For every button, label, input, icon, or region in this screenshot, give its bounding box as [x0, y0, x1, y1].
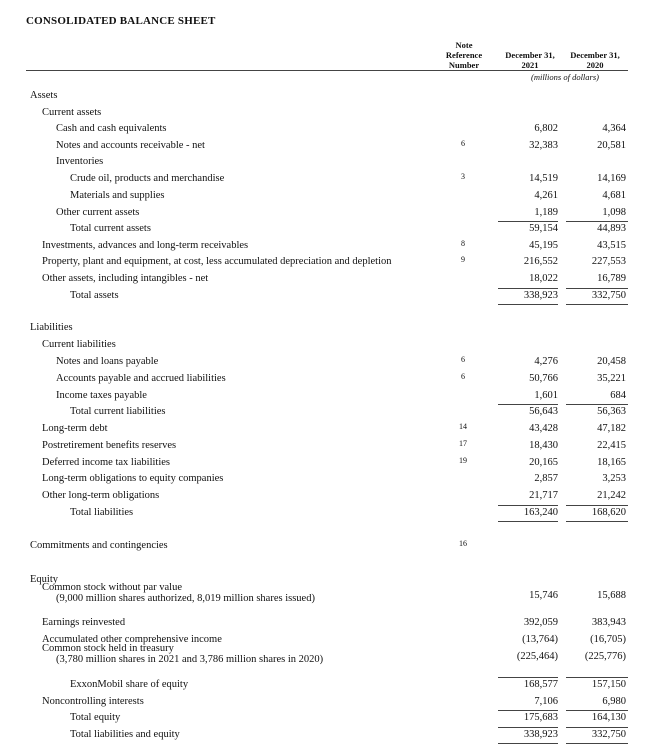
value-2021: 1,601 [534, 390, 558, 401]
value-2020: 4,681 [602, 190, 626, 201]
row-sublabel: (3,780 million shares in 2021 and 3,786 million shares in 2020) [56, 654, 324, 665]
table-row [0, 538, 660, 554]
total-underline [498, 304, 558, 305]
value-2021: (13,764) [522, 634, 558, 645]
table-row [0, 471, 660, 487]
total-underline [566, 743, 628, 744]
value-2021: 18,022 [529, 273, 558, 284]
table-row [0, 438, 660, 454]
note-header-line: Note [455, 40, 473, 50]
row-label: Income taxes payable [56, 390, 147, 401]
value-2021: 43,428 [529, 423, 558, 434]
value-2021: 4,276 [534, 356, 558, 367]
row-label: Investments, advances and long-term receivables [42, 240, 249, 251]
subtotal-rule [498, 288, 558, 289]
subtotal-rule [498, 505, 558, 506]
row-label: Property, plant and equipment, at cost, less accumulated depreciation and depletion [42, 256, 392, 267]
value-2020: 18,165 [597, 457, 626, 468]
table-row [0, 404, 660, 420]
units-label: (millions of dollars) [530, 72, 599, 82]
subtotal-rule [498, 677, 558, 678]
value-2020: 43,515 [597, 240, 626, 251]
value-2021: 15,746 [529, 590, 558, 601]
row-label: Long-term obligations to equity companies [42, 473, 224, 484]
year-header-year: 2021 [521, 60, 539, 70]
table-row [0, 320, 660, 336]
row-label: Common stock held in treasury [42, 643, 174, 654]
statement-title: CONSOLIDATED BALANCE SHEET [26, 15, 216, 27]
row-label: Earnings reinvested [42, 617, 126, 628]
table-row [0, 105, 660, 121]
value-2021: 216,552 [523, 256, 558, 267]
row-label: Total assets [70, 290, 119, 301]
row-label: Other current assets [56, 207, 140, 218]
table-row [0, 421, 660, 437]
year-header-date: December 31, [505, 50, 555, 60]
note-reference: 16 [459, 539, 467, 548]
table-row [0, 643, 660, 665]
table-row [0, 188, 660, 204]
value-2020: 44,893 [597, 223, 626, 234]
note-reference: 8 [461, 239, 465, 248]
table-row [0, 154, 660, 170]
value-2020: 3,253 [602, 473, 626, 484]
subtotal-rule [566, 505, 628, 506]
value-2020: 20,458 [597, 356, 626, 367]
table-row [0, 238, 660, 254]
value-2021: 392,059 [523, 617, 558, 628]
table-row [0, 271, 660, 287]
subtotal-rule [498, 710, 558, 711]
value-2020: (225,776) [584, 651, 626, 662]
value-2020: 227,553 [591, 256, 626, 267]
value-2020: 22,415 [597, 440, 626, 451]
subtotal-rule [566, 288, 628, 289]
subtotal-rule [498, 221, 558, 222]
note-reference: 6 [461, 372, 465, 381]
row-label: Current liabilities [42, 339, 116, 350]
row-label: Current assets [42, 107, 102, 118]
table-row [0, 710, 660, 726]
value-2021: 18,430 [529, 440, 558, 451]
subtotal-rule [498, 404, 558, 405]
value-2021: 1,189 [534, 207, 558, 218]
value-2021: 32,383 [529, 140, 558, 151]
row-label: Assets [30, 90, 58, 101]
subtotal-rule [498, 727, 558, 728]
subtotal-rule [566, 677, 628, 678]
value-2020: 168,620 [591, 507, 626, 518]
row-label: Noncontrolling interests [42, 696, 144, 707]
row-label: Materials and supplies [70, 190, 165, 201]
value-2021: 56,643 [529, 406, 558, 417]
row-label: Notes and loans payable [56, 356, 159, 367]
row-label: Postretirement benefits reserves [42, 440, 177, 451]
value-2020: 164,130 [591, 712, 626, 723]
note-header-line: Number [448, 60, 480, 70]
value-2020: 20,581 [597, 140, 626, 151]
row-label: Deferred income tax liabilities [42, 457, 170, 468]
table-row [0, 221, 660, 237]
note-column-header [440, 40, 488, 70]
row-label: Total current assets [70, 223, 151, 234]
value-2021: 14,519 [529, 173, 558, 184]
row-label: Liabilities [30, 322, 73, 333]
table-row [0, 354, 660, 370]
table-row [0, 505, 660, 521]
subtotal-rule [566, 221, 628, 222]
value-2020: 1,098 [602, 207, 626, 218]
value-2020: 4,364 [602, 123, 626, 134]
note-reference: 17 [459, 439, 467, 448]
year-2021-column-header [500, 50, 560, 70]
value-2020: (16,705) [590, 634, 626, 645]
table-row [0, 694, 660, 710]
subtotal-rule [566, 404, 628, 405]
value-2021: 6,802 [534, 123, 558, 134]
value-2021: 50,766 [529, 373, 558, 384]
row-label: Other assets, including intangibles - net [42, 273, 209, 284]
table-row [0, 455, 660, 471]
header-rule [26, 70, 628, 71]
value-2020: 332,750 [591, 290, 626, 301]
row-label: Total equity [70, 712, 121, 723]
table-row [0, 677, 660, 693]
row-label: Total liabilities and equity [70, 729, 180, 740]
year-header-date: December 31, [570, 50, 620, 60]
row-label: Accumulated other comprehensive income [42, 634, 222, 645]
value-2021: 163,240 [523, 507, 558, 518]
year-2020-column-header [565, 50, 625, 70]
total-underline [566, 521, 628, 522]
total-underline [498, 743, 558, 744]
table-row [0, 582, 660, 604]
value-2020: 15,688 [597, 590, 626, 601]
value-2021: 20,165 [529, 457, 558, 468]
value-2021: 168,577 [523, 679, 558, 690]
value-2020: 383,943 [591, 617, 626, 628]
value-2020: 6,980 [602, 696, 626, 707]
table-row [0, 388, 660, 404]
value-2020: 332,750 [591, 729, 626, 740]
value-2021: 59,154 [529, 223, 558, 234]
row-label: Long-term debt [42, 423, 108, 434]
table-row [0, 488, 660, 504]
value-2021: 338,923 [523, 729, 558, 740]
row-label: Common stock without par value [42, 582, 182, 593]
row-label: Commitments and contingencies [30, 540, 168, 551]
value-2021: 21,717 [529, 490, 558, 501]
year-header-year: 2020 [586, 60, 604, 70]
note-reference: 19 [459, 456, 467, 465]
table-row [0, 254, 660, 270]
value-2021: 4,261 [534, 190, 558, 201]
row-label: ExxonMobil share of equity [70, 679, 189, 690]
row-label: Cash and cash equivalents [56, 123, 167, 134]
table-row [0, 88, 660, 104]
table-row [0, 371, 660, 387]
value-2020: 157,150 [591, 679, 626, 690]
row-label: Accounts payable and accrued liabilities [56, 373, 226, 384]
note-reference: 9 [461, 255, 465, 264]
row-label: Notes and accounts receivable - net [56, 140, 205, 151]
row-label: Equity [30, 574, 58, 585]
value-2020: 684 [610, 390, 626, 401]
row-label: Inventories [56, 156, 104, 167]
value-2020: 16,789 [597, 273, 626, 284]
value-2021: 175,683 [523, 712, 558, 723]
value-2021: 45,195 [529, 240, 558, 251]
value-2020: 21,242 [597, 490, 626, 501]
note-header-line: Reference [445, 50, 483, 60]
table-row [0, 205, 660, 221]
note-reference: 6 [461, 355, 465, 364]
value-2021: (225,464) [516, 651, 558, 662]
value-2020: 56,363 [597, 406, 626, 417]
row-label: Total current liabilities [70, 406, 166, 417]
note-reference: 14 [459, 422, 467, 431]
note-reference: 6 [461, 139, 465, 148]
table-row [0, 138, 660, 154]
value-2021: 7,106 [534, 696, 558, 707]
total-underline [566, 304, 628, 305]
table-row [0, 288, 660, 304]
row-label: Other long-term obligations [42, 490, 160, 501]
subtotal-rule [566, 727, 628, 728]
table-row [0, 615, 660, 631]
table-row [0, 121, 660, 137]
value-2020: 47,182 [597, 423, 626, 434]
row-label: Crude oil, products and merchandise [70, 173, 225, 184]
value-2021: 338,923 [523, 290, 558, 301]
table-row [0, 171, 660, 187]
note-reference: 3 [461, 172, 465, 181]
table-row [0, 727, 660, 743]
value-2020: 14,169 [597, 173, 626, 184]
row-sublabel: (9,000 million shares authorized, 8,019 million shares issued) [56, 593, 315, 604]
table-row [0, 337, 660, 353]
row-label: Total liabilities [70, 507, 134, 518]
value-2021: 2,857 [534, 473, 558, 484]
total-underline [498, 521, 558, 522]
subtotal-rule [566, 710, 628, 711]
value-2020: 35,221 [597, 373, 626, 384]
